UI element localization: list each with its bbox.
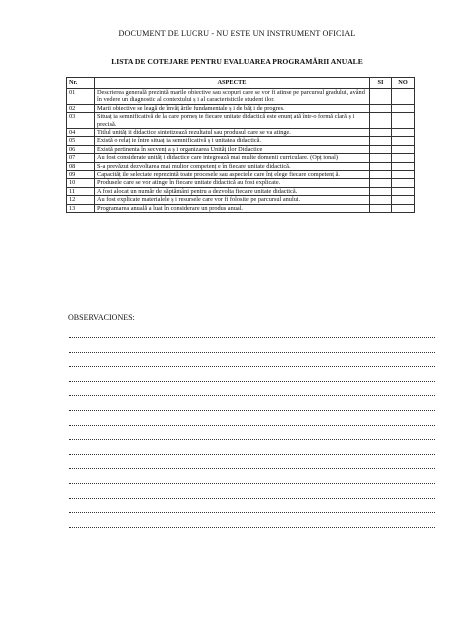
checkbox-cell-si[interactable] — [370, 104, 392, 112]
observation-line[interactable] — [69, 468, 435, 469]
row-aspect: Marii obiective se leagă de învăț ările fundamentale ș i de băț i de progres. — [95, 104, 370, 112]
checkbox-cell-no[interactable] — [392, 145, 415, 153]
table-row — [67, 137, 415, 145]
observation-line[interactable] — [69, 381, 435, 382]
row-aspect: Au fost considerate unităț i didactice care integrează mai multe domenii curriculare. (Opț ional) — [95, 154, 370, 162]
observation-line[interactable] — [69, 425, 435, 426]
row-number: 02 — [67, 104, 95, 112]
row-aspect: Capacităț ile selectate reprezintă toate procesele sau aspectele care înț elege fiecare competenț ă. — [95, 171, 370, 179]
checkbox-cell-si[interactable] — [370, 89, 392, 105]
checkbox-cell-si[interactable] — [370, 154, 392, 162]
column-header-aspects: ASPECTE — [95, 78, 370, 89]
row-number: 01 — [67, 89, 95, 105]
checkbox-cell-no[interactable] — [392, 171, 415, 179]
checkbox-cell-no[interactable] — [392, 204, 415, 212]
observations-label: OBSERVACIONES: — [68, 313, 135, 322]
observation-line[interactable] — [69, 337, 435, 338]
checkbox-cell-si[interactable] — [370, 196, 392, 204]
table-row — [67, 179, 415, 187]
document-title: LISTA DE COTEJARE PENTRU EVALUAREA PROGRAMĂRII ANUALE — [111, 57, 363, 66]
observation-line[interactable] — [69, 454, 435, 455]
table-row — [67, 171, 415, 179]
checkbox-cell-si[interactable] — [370, 171, 392, 179]
checkbox-cell-no[interactable] — [392, 162, 415, 170]
row-aspect: S-a prevăzut dezvoltarea mai multor competenț e în fiecare unitate didactică. — [95, 162, 370, 170]
table-row — [67, 113, 415, 129]
checkbox-cell-no[interactable] — [392, 104, 415, 112]
checkbox-cell-no[interactable] — [392, 113, 415, 129]
table-row — [67, 154, 415, 162]
row-number: 04 — [67, 129, 95, 137]
checkbox-cell-si[interactable] — [370, 113, 392, 129]
row-aspect: Există pertinenta în secvenț a ș i organizarea Unităț ilor Didactice — [95, 145, 370, 153]
row-aspect: A fost alocat un număr de săptămâni pentru a dezvolta fiecare unitate didactică. — [95, 187, 370, 195]
observation-line[interactable] — [69, 483, 435, 484]
row-aspect: Au fost explicate materialele ș i resursele care vor fi folosite pe parcursul anului. — [95, 196, 370, 204]
checklist-table — [66, 77, 415, 213]
checkbox-cell-no[interactable] — [392, 154, 415, 162]
table-row — [67, 129, 415, 137]
row-number: 07 — [67, 154, 95, 162]
row-number: 12 — [67, 196, 95, 204]
row-number: 13 — [67, 204, 95, 212]
table-row — [67, 196, 415, 204]
row-aspect: Programarea anuală a luat în considerare un produs anual. — [95, 204, 370, 212]
table-row — [67, 204, 415, 212]
observation-line[interactable] — [69, 512, 435, 513]
row-aspect: Există o relaț ie între situaț ia semnificativă ș i unitatea didactică. — [95, 137, 370, 145]
row-aspect: Situaț ia semnificativă de la care porneș te fiecare unitate didactică este enunț ată într-o formă clară ș i precisă. — [95, 113, 370, 129]
table-row — [67, 89, 415, 105]
row-number: 05 — [67, 137, 95, 145]
observation-line[interactable] — [69, 352, 435, 353]
observation-line[interactable] — [69, 439, 435, 440]
observation-line[interactable] — [69, 498, 435, 499]
table-row — [67, 104, 415, 112]
row-number: 11 — [67, 187, 95, 195]
checkbox-cell-no[interactable] — [392, 187, 415, 195]
checkbox-cell-si[interactable] — [370, 129, 392, 137]
document-notice: DOCUMENT DE LUCRU - NU ESTE UN INSTRUMENT OFICIAL — [118, 29, 356, 38]
checkbox-cell-si[interactable] — [370, 137, 392, 145]
checkbox-cell-si[interactable] — [370, 204, 392, 212]
column-header-no: NO — [392, 78, 415, 89]
table-header-row — [67, 78, 415, 89]
checkbox-cell-no[interactable] — [392, 137, 415, 145]
table-row — [67, 162, 415, 170]
checkbox-cell-si[interactable] — [370, 179, 392, 187]
observation-line[interactable] — [69, 527, 435, 528]
table-row — [67, 187, 415, 195]
row-aspect: Produsele care se vor atinge în fiecare unitate didactică au fost explicate. — [95, 179, 370, 187]
table-row — [67, 145, 415, 153]
checkbox-cell-si[interactable] — [370, 145, 392, 153]
checkbox-cell-no[interactable] — [392, 179, 415, 187]
checkbox-cell-si[interactable] — [370, 162, 392, 170]
column-header-nr: Nr. — [67, 78, 95, 89]
row-number: 03 — [67, 113, 95, 129]
row-aspect: Descrierea generală prezintă marile obiective sau scopuri care se vor fi atinse pe parcursul gradului, având în vedere un diagnostic al contextului ș i al caracteristicile student ilor. — [95, 89, 370, 105]
column-header-si: SI — [370, 78, 392, 89]
row-number: 06 — [67, 145, 95, 153]
checkbox-cell-si[interactable] — [370, 187, 392, 195]
observation-line[interactable] — [69, 395, 435, 396]
checkbox-cell-no[interactable] — [392, 89, 415, 105]
row-aspect: Titlul unităț ii didactice sintetizează rezultatul sau produsul care se va atinge. — [95, 129, 370, 137]
row-number: 08 — [67, 162, 95, 170]
checkbox-cell-no[interactable] — [392, 196, 415, 204]
checkbox-cell-no[interactable] — [392, 129, 415, 137]
observation-line[interactable] — [69, 410, 435, 411]
row-number: 09 — [67, 171, 95, 179]
observation-line[interactable] — [69, 366, 435, 367]
row-number: 10 — [67, 179, 95, 187]
